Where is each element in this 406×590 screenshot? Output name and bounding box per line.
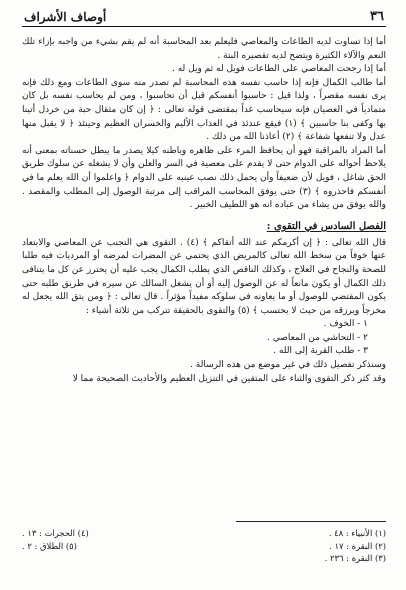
footnote: (٢) البقرة : ١٧ . — [329, 540, 386, 551]
footnote: (٣) البقرة : ٢٣٦ . — [324, 553, 386, 563]
footnote: (٤) الحجرات : ١٣ . — [22, 528, 89, 538]
paragraph: أما المراد بالمراقبة فهو أن يحافظ المرء على ظاهره وباطنه كيلا يصدر ما يبطل حسناته بمعنى أنه يلاحظ أحواله على الدوام حتى لا يقدم على معصية في السر والعلن وأن لا يشغله عن سلوك طريق الحق شاغل ، فويل لأن ضعيفاً وأن يحمل ذلك نصب عينيه على الدوام ﴿ واعلموا أن الله يعلم ما في أنفسكم فاحذروه ﴾ (٣) حتى يوفق المحاسب المراقب إلى مرتبة الوصول إلى المطلب والمقصد . والله يوفق من يشاء من عباده انه هو اللطيف الخبير . — [22, 145, 387, 211]
book-page — [22, 6, 387, 563]
page-number: ٣٦ — [370, 9, 384, 24]
paragraph: وسنذكر تفصيل ذلك في غير موضع من هذه الرسالة . — [190, 360, 386, 371]
book-title: أوصاف الأشراف — [24, 10, 107, 24]
list-item: ١ - الخوف . — [323, 319, 368, 330]
footnotes-right-column — [211, 527, 386, 565]
paragraph: وقد كثر ذكر التقوى والثناء على المتقين في التنزيل العظيم والأحاديث الصحيحة مما لا — [72, 373, 386, 384]
section-heading: الفصل السادس في التقوى : — [266, 220, 386, 232]
list-item: ٣ - طلب القربة إلى الله . — [273, 346, 368, 357]
footnote: (٥) الطلاق : ٢ . — [22, 540, 77, 551]
taqwa-components-list — [22, 318, 386, 359]
page-body — [22, 36, 386, 386]
running-header — [22, 6, 386, 27]
paragraph: أما طالب الكمال فإنه إذا حاسب نفسه هذه المحاسبة لم تصدر منه سوى الطاعات ومع ذلك فإنه يرى نفسه مقصراً ، ولذا قيل : حاسبوا أنفسكم قبل أن تحاسبوا ، ومن لم يحاسب نفسه بل كان متمادياً في العصيان فإنه سيحاسب غداً بمقتضى قوله تعالى : ﴿ إن كان مثقال حبة من خردل أتينا بها وكفى بنا حاسبين ﴾ (١) فيقع عندئذ في العذاب الأليم والخسران العظيم وحينئذ ﴿ لا يقبل منها عدل ولا تنفعها شفاعة ﴾ (٢) أعاذنا الله من ذلك . — [22, 77, 386, 143]
paragraph: قال الله تعالى : ﴿ إن أكرمكم عند الله أتقاكم ﴾ (٤) . التقوى هي التجنب عن المعاصي والابتعاد عنها خوفاً من سخط الله تعالى كالمريض الذي يحتمي عن المضرات لمرضه أو المرديات فيه طلبا للصحة والنجاح في العلاج ، وكذلك الناقص الذي يطلب الكمال يجب عليه أن يحترز عن كل ما يتنافى ذلك الكمال أو يكون مانعاً له عن الوصول إليه أو أن يشغل السالك عن سيره في طريق طلبه حتى يكون المقتضي للوصول أو ما يعاونه في سلوكه مفيداً مؤثراً . قال تعالى : ﴿ ومن يتق الله يجعل له مخرجاً ويرزقه من حيث لا يحتسب ﴾ (٥) والتقوى بالحقيقة تتركب من ثلاثة أشياء : — [22, 237, 386, 316]
footnotes-left-column — [22, 527, 197, 565]
footnote-divider — [236, 521, 386, 522]
footnote: (١) الأنبياء : ٤٨ . — [328, 528, 386, 538]
footnotes — [22, 527, 386, 565]
paragraph: أما إذا رجحت المعاصي على الطاعات فويل له ثم ويل له . — [171, 64, 386, 75]
paragraph: أما إذا تساوت لديه الطاعات والمعاصي فليعلم بعد المحاسبة أنه لم يقم بشيء من واجبه بإزاء تلك النعم والآلاء الكثيرة ويتضح لديه تقصيره البتة . — [22, 37, 386, 61]
list-item: ٢ - التحاشي من المعاصي . — [267, 332, 368, 343]
